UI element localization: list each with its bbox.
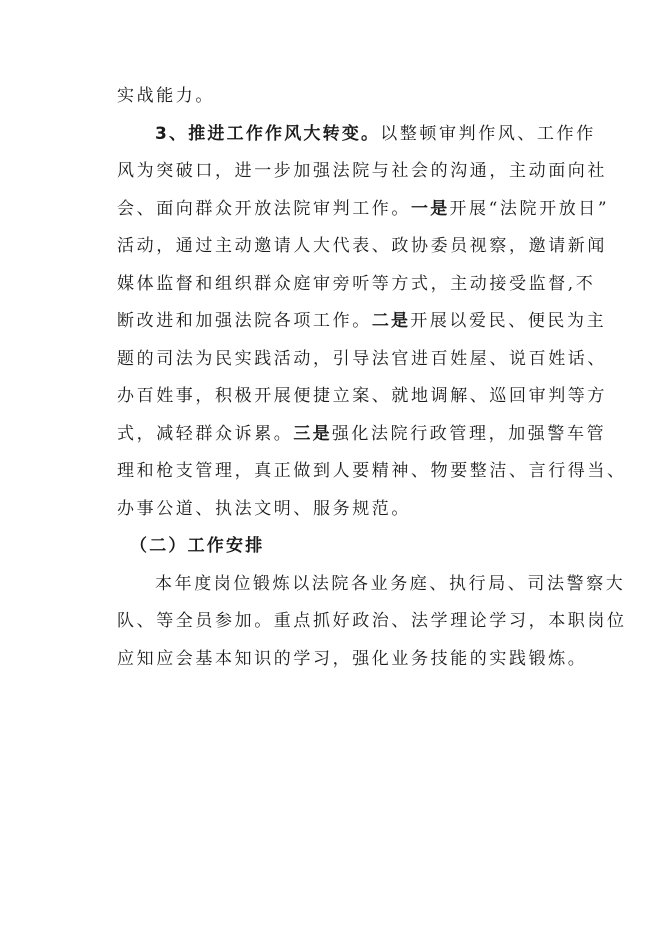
text-segment: 会、面向群众开放法院审判工作。 (117, 199, 411, 219)
text-line (117, 311, 606, 331)
bold-text-segment: 三是 (293, 424, 332, 444)
text-line (117, 424, 606, 444)
text-segment: 以整顿审判作风、工作作 (380, 124, 596, 144)
text-segment: 风为突破口，进一步加强法院与社会的沟通，主动面向社 (117, 161, 607, 181)
bold-text-segment: （二）工作安排 (130, 536, 265, 556)
text-segment: 媒体监督和组织群众庭审旁听等方式，主动接受监督,不 (117, 274, 596, 294)
bold-text-segment: 一是 (411, 199, 450, 219)
section-heading (130, 536, 264, 556)
text-line (117, 386, 607, 406)
text-segment: 队、等全员参加。重点抓好政治、法学理论学习，本职岗位 (117, 611, 627, 631)
text-segment: 办百姓事，积极开展便捷立案、就地调解、巡回审判等方 (117, 386, 607, 406)
text-segment: 开展以爱民、便民为主 (410, 311, 607, 331)
text-line (117, 349, 607, 369)
text-segment: 开展“法院开放日” (449, 199, 610, 219)
text-segment: 应知应会基本知识的学习，强化业务技能的实践锻炼。 (117, 649, 588, 669)
text-line (117, 611, 627, 631)
text-segment: 式，减轻群众诉累。 (117, 424, 294, 444)
text-segment: 活动，通过主动邀请人大代表、政协委员视察，邀请新闻 (117, 236, 607, 256)
text-segment: 本年度岗位锻炼以法院各业务庭、执行局、司法警察大 (155, 574, 626, 594)
text-line (155, 574, 625, 594)
text-line (117, 236, 607, 256)
text-line (117, 461, 627, 481)
text-segment: 办事公道、执法文明、服务规范。 (117, 499, 411, 519)
text-line (117, 161, 607, 181)
text-segment: 强化法院行政管理，加强警车管 (331, 424, 607, 444)
text-line (155, 124, 596, 144)
text-line (117, 274, 595, 294)
bold-text-segment: 3、推进工作作风大转变。 (155, 124, 381, 144)
text-line (117, 86, 215, 106)
text-segment: 理和枪支管理，真正做到人要精神、物要整洁、言行得当、 (117, 461, 627, 481)
text-segment: 题的司法为民实践活动，引导法官进百姓屋、说百姓话、 (117, 349, 607, 369)
text-line (117, 649, 587, 669)
text-segment: 实战能力。 (117, 86, 215, 106)
text-line (117, 199, 609, 219)
bold-text-segment: 二是 (371, 311, 411, 331)
text-segment: 断改进和加强法院各项工作。 (117, 311, 372, 331)
text-line (117, 499, 411, 519)
